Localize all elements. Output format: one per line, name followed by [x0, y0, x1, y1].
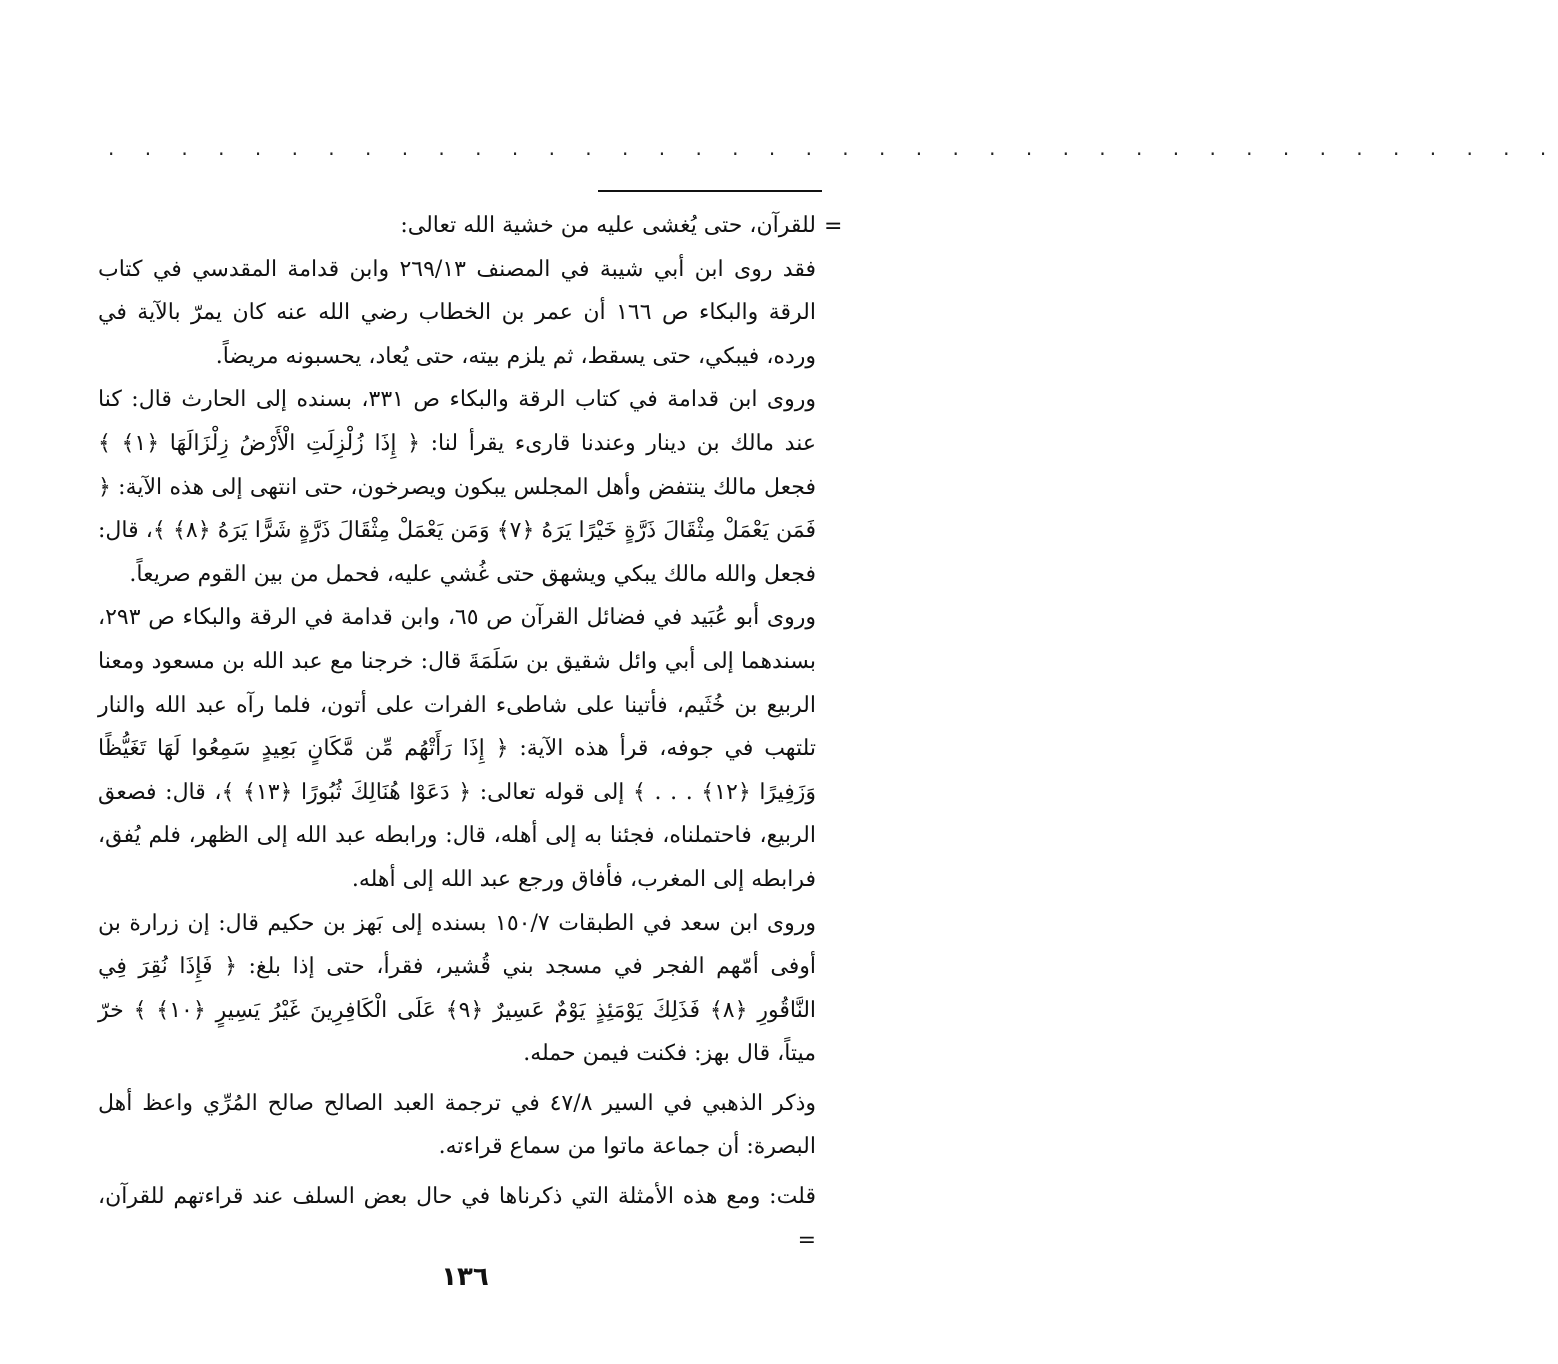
footnote-paragraph-1: للقرآن، حتى يُغشى عليه من خشية الله تعالى: — [400, 213, 816, 238]
footnote-paragraph-6: وذكر الذهبي في السير ٤٧/٨ في ترجمة العبد الصالح صالح المُرِّي واعظ أهل البصرة: أن جماعة ماتوا من سماع قراءته. — [98, 1090, 816, 1160]
footnote-paragraph-5: وروى ابن سعد في الطبقات ١٥٠/٧ بسنده إلى بَهز بن حكيم قال: إن زرارة بن أوفى أمّهم الفجر في مسجد بني قُشير، فقرأ، حتى إذا بلغ: ﴿ فَإِذَا نُقِرَ فِي النَّاقُورِ ﴿٨﴾ فَذَلِكَ يَوْمَئِذٍ يَوْمٌ عَسِيرٌ ﴿٩﴾ عَلَى الْكَافِرِينَ غَيْرُ يَسِيرٍ ﴿١٠﴾ ﴾ خرّ ميتاً، قال بهز: فكنت فيمن حمله. — [98, 910, 817, 1067]
footnote-paragraph-7: قلت: ومع هذه الأمثلة التي ذكرناها في حال بعض السلف عند قراءتهم للقرآن، = — [98, 1184, 816, 1253]
footnote-paragraph-2: فقد روى ابن أبي شيبة في المصنف ٢٦٩/١٣ وابن قدامة المقدسي في كتاب الرقة والبكاء ص ١٦٦ أن عمر بن الخطاب رضي الله عنه كان يمرّ بالآية في ورده، فيبكي، حتى يسقط، ثم يلزم بيته، حتى يُعاد، يحسبونه مريضاً. — [98, 256, 816, 369]
header-dotted-line: . . . . . . . . . . . . . . . . . . . . . . . . . . . . . . . . . . . . . . . . — [108, 136, 1558, 160]
footnote-body — [98, 204, 816, 1262]
footnote-paragraph-4: وروى أبو عُبَيد في فضائل القرآن ص ٦٥، وابن قدامة في الرقة والبكاء ص ٢٩٣، بسندهما إلى أبي وائل شقيق بن سَلَمَةَ قال: خرجنا مع عبد الله بن مسعود ومعنا الربيع بن خُثَيم، فأتينا على شاطىء الفرات على أتون، فلما رآه عبد الله والنار تلتهب في جوفه، قرأ هذه الآية: ﴿ إِذَا رَأَتْهُم مِّن مَّكَانٍ بَعِيدٍ سَمِعُوا لَهَا تَغَيُّظًا وَزَفِيرًا ﴿١٢﴾ . . . ﴾ إلى قوله تعالى: ﴿ دَعَوْا هُنَالِكَ ثُبُورًا ﴿١٣﴾ ﴾، قال: فصعق الربيع، فاحتملناه، فجئنا به إلى أهله، قال: ورابطه عبد الله إلى الظهر، فلم يُفق، فرابطه إلى المغرب، فأفاق ورجع عبد الله إلى أهله. — [98, 605, 816, 892]
footnote-paragraph-3: وروى ابن قدامة في كتاب الرقة والبكاء ص ٣٣١، بسنده إلى الحارث قال: كنا عند مالك بن دينار وعندنا قارىء يقرأ لنا: ﴿ إِذَا زُلْزِلَتِ الْأَرْضُ زِلْزَالَهَا ﴿١﴾ ﴾ فجعل مالك ينتفض وأهل المجلس يبكون ويصرخون، حتى انتهى إلى هذه الآية: ﴿ فَمَن يَعْمَلْ مِثْقَالَ ذَرَّةٍ خَيْرًا يَرَهُ ﴿٧﴾ وَمَن يَعْمَلْ مِثْقَالَ ذَرَّةٍ شَرًّا يَرَهُ ﴿٨﴾ ﴾، قال: فجعل والله مالك يبكي ويشهق حتى غُشي عليه، فحمل من بين القوم صريعاً. — [98, 387, 817, 587]
footnote-continuation-mark: = — [824, 214, 843, 239]
footnote-separator-rule — [598, 190, 822, 192]
page-number: ١٣٦ — [441, 1262, 489, 1292]
